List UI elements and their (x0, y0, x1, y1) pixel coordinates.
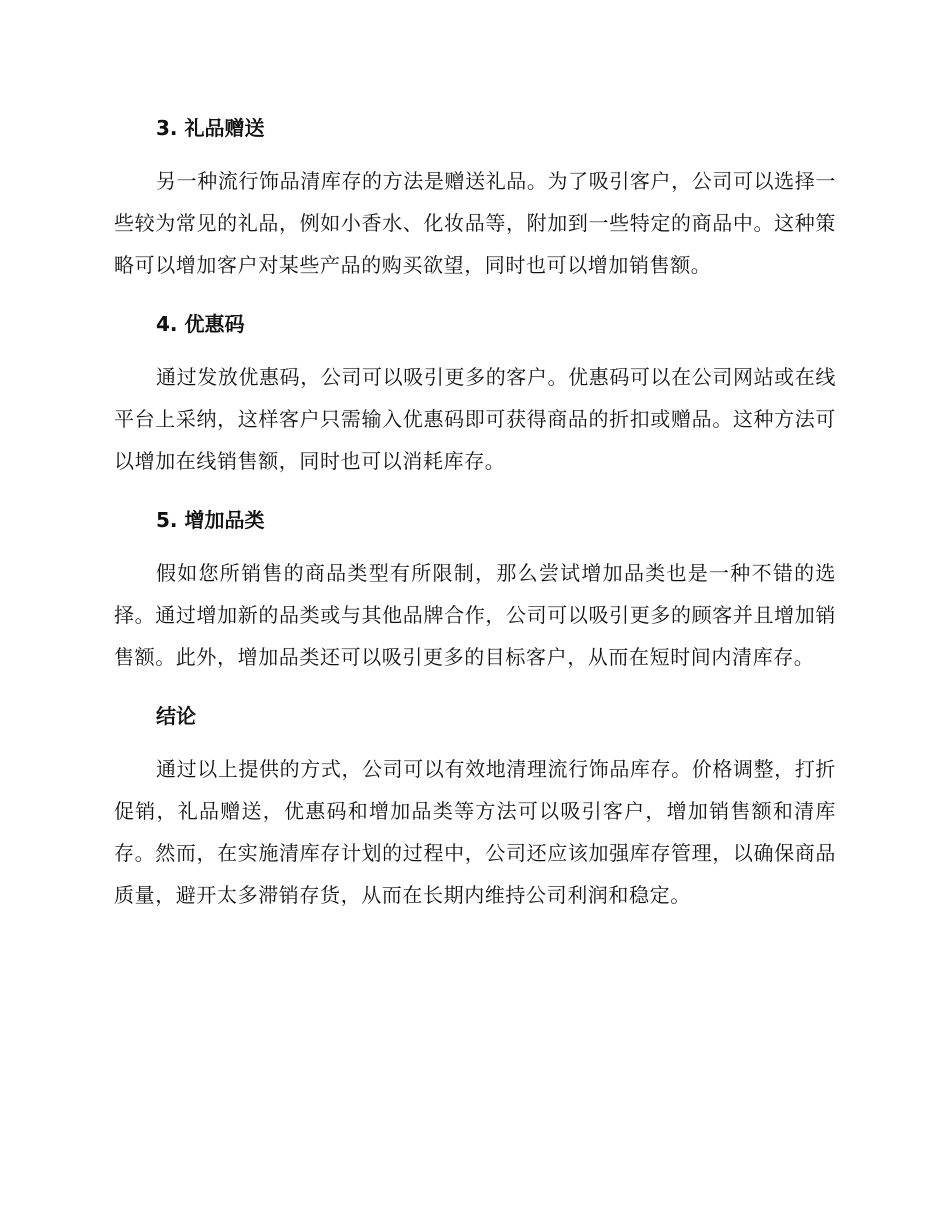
section-heading: 4. 优惠码 (156, 312, 245, 336)
section-heading: 5. 增加品类 (156, 508, 265, 532)
section-paragraph: 另一种流行饰品清库存的方法是赠送礼品。为了吸引客户，公司可以选择一些较为常见的礼品，例如小香水、化妆品等，附加到一些特定的商品中。这种策略可以增加客户对某些产品的购买欲望，同时也可以增加销售额。 (114, 169, 836, 277)
section-conclusion (114, 702, 836, 916)
section-coupon-code (114, 310, 836, 482)
section-paragraph: 通过发放优惠码，公司可以吸引更多的客户。优惠码可以在公司网站或在线平台上采纳，这样客户只需输入优惠码即可获得商品的折扣或赠品。这种方法可以增加在线销售额，同时也可以消耗库存。 (114, 365, 836, 473)
section-paragraph: 通过以上提供的方式，公司可以有效地清理流行饰品库存。价格调整，打折促销，礼品赠送，优惠码和增加品类等方法可以吸引客户，增加销售额和清库存。然而，在实施清库存计划的过程中，公司还应该加强库存管理，以确保商品质量，避开太多滞销存货，从而在长期内维持公司利润和稳定。 (114, 757, 836, 907)
section-add-categories (114, 506, 836, 678)
section-gift-giving (114, 114, 836, 286)
section-heading: 3. 礼品赠送 (156, 116, 265, 140)
section-paragraph: 假如您所销售的商品类型有所限制，那么尝试增加品类也是一种不错的选择。通过增加新的品类或与其他品牌合作，公司可以吸引更多的顾客并且增加销售额。此外，增加品类还可以吸引更多的目标客户，从而在短时间内清库存。 (114, 561, 836, 669)
section-heading: 结论 (156, 704, 196, 728)
